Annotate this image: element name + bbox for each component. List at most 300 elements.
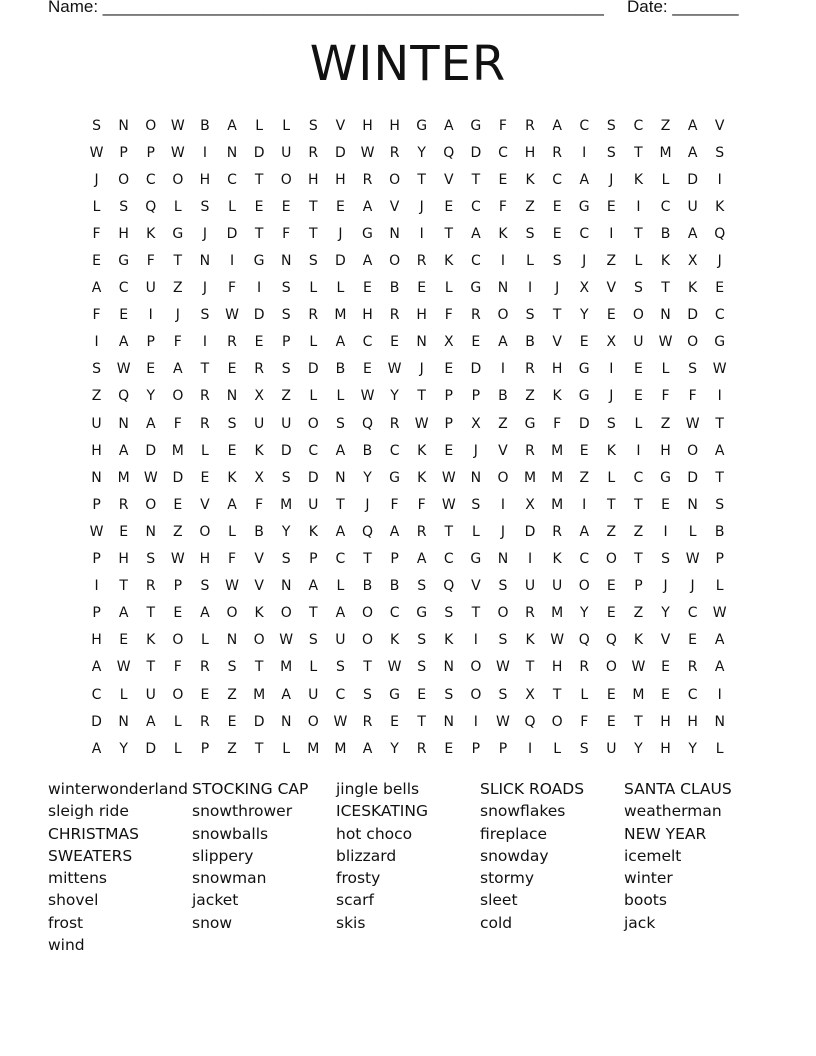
grid-letter: L xyxy=(173,713,182,730)
grid-letter: H xyxy=(118,225,129,242)
grid-letter: L xyxy=(309,334,318,351)
grid-letter: L xyxy=(173,198,182,215)
word-list-item: SWEATERS xyxy=(48,846,133,865)
grid-letter: J xyxy=(94,171,99,188)
grid-letter: S xyxy=(606,117,616,134)
grid-letter: S xyxy=(444,686,454,703)
grid-letter: N xyxy=(226,632,238,649)
grid-letter: T xyxy=(146,605,156,622)
grid-letter: W xyxy=(116,659,131,676)
grid-letter: Z xyxy=(173,523,183,540)
grid-letter: J xyxy=(175,307,180,324)
grid-letter: T xyxy=(417,388,426,405)
grid-letter: V xyxy=(335,117,346,134)
grid-letter: K xyxy=(633,171,644,188)
grid-letter: E xyxy=(444,198,454,215)
grid-letter: S xyxy=(606,144,616,161)
grid-letter: K xyxy=(227,469,237,486)
grid-letter: A xyxy=(335,442,346,459)
grid-letter: M xyxy=(632,686,645,703)
grid-letter: H xyxy=(335,171,346,188)
grid-letter: W xyxy=(414,415,429,432)
grid-letter: K xyxy=(552,551,562,568)
grid-letter: R xyxy=(389,307,400,324)
grid-letter: L xyxy=(201,632,209,649)
grid-letter: X xyxy=(525,686,535,703)
grid-letter: L xyxy=(553,740,562,757)
grid-letter: N xyxy=(280,578,292,595)
grid-letter: P xyxy=(119,144,128,161)
grid-letter: E xyxy=(552,198,562,215)
grid-letter: S xyxy=(579,740,589,757)
grid-letter: S xyxy=(227,415,237,432)
word-list-item: SLICK ROADS xyxy=(480,780,585,798)
grid-letter: R xyxy=(389,144,400,161)
grid-letter: Y xyxy=(661,605,670,622)
grid-letter: F xyxy=(92,307,101,324)
grid-letter: O xyxy=(605,659,617,676)
grid-letter: S xyxy=(146,551,156,568)
grid-letter: I xyxy=(94,334,99,351)
grid-letter: T xyxy=(254,171,264,188)
grid-letter: S xyxy=(498,578,508,595)
grid-letter: E xyxy=(444,740,454,757)
grid-letter: O xyxy=(172,171,184,188)
grid-letter: E xyxy=(444,442,454,459)
grid-letter: O xyxy=(389,171,401,188)
grid-letter: T xyxy=(146,659,156,676)
grid-letter: T xyxy=(715,415,724,432)
word-list-item: skis xyxy=(336,913,366,932)
grid-letter: B xyxy=(714,523,725,540)
grid-letter: Y xyxy=(390,740,399,757)
grid-letter: P xyxy=(281,334,291,351)
grid-letter: J xyxy=(690,578,695,595)
grid-letter: K xyxy=(688,280,698,297)
grid-letter: L xyxy=(119,686,128,703)
grid-letter: S xyxy=(444,605,454,622)
grid-letter: N xyxy=(389,225,400,242)
grid-letter: C xyxy=(633,469,644,486)
grid-letter: L xyxy=(282,740,291,757)
word-list-item: stormy xyxy=(480,869,535,888)
grid-letter: R xyxy=(200,415,210,432)
grid-letter: W xyxy=(496,713,510,730)
grid-letter: O xyxy=(578,578,590,595)
grid-letter: T xyxy=(254,225,264,242)
grid-letter: C xyxy=(308,442,319,459)
grid-letter: C xyxy=(498,144,508,161)
grid-letter: T xyxy=(661,280,670,297)
grid-letter: L xyxy=(634,253,643,270)
grid-letter: S xyxy=(363,686,372,703)
grid-letter: W xyxy=(116,361,131,378)
grid-letter: Q xyxy=(145,198,157,215)
grid-letter: B xyxy=(660,225,671,242)
grid-letter: E xyxy=(606,307,616,324)
grid-letter: J xyxy=(500,523,506,540)
grid-letter: W xyxy=(170,117,185,134)
grid-letter: W xyxy=(225,578,239,595)
grid-letter: S xyxy=(281,307,291,324)
grid-letter: P xyxy=(309,551,318,568)
grid-letter: O xyxy=(280,605,292,622)
grid-letter: L xyxy=(715,578,724,595)
word-list-item: NEW YEAR xyxy=(624,824,707,843)
grid-letter: B xyxy=(362,442,373,459)
grid-letter: E xyxy=(200,686,210,703)
grid-letter: I xyxy=(500,253,506,270)
grid-letter: P xyxy=(146,334,155,351)
grid-letter: G xyxy=(416,605,428,622)
grid-letter: A xyxy=(335,334,346,351)
grid-letter: I xyxy=(94,578,99,595)
grid-letter: W xyxy=(387,361,402,378)
grid-letter: T xyxy=(336,496,345,513)
grid-letter: A xyxy=(714,442,725,459)
grid-letter: Z xyxy=(498,415,508,432)
grid-letter: R xyxy=(200,713,210,730)
grid-letter: C xyxy=(362,334,373,351)
grid-letter: Q xyxy=(524,713,536,730)
grid-letter: L xyxy=(634,415,643,432)
word-list-item: CHRISTMAS xyxy=(48,824,139,843)
grid-letter: H xyxy=(199,551,211,568)
grid-letter: I xyxy=(527,551,533,568)
grid-letter: G xyxy=(470,551,482,568)
grid-letter: F xyxy=(444,307,453,324)
grid-letter: Z xyxy=(633,605,644,622)
grid-letter: A xyxy=(281,686,291,703)
grid-letter: V xyxy=(254,578,264,595)
grid-letter: D xyxy=(280,442,292,459)
grid-letter: Y xyxy=(579,605,589,622)
grid-letter: U xyxy=(253,415,265,432)
grid-letter: E xyxy=(579,442,589,459)
grid-letter: J xyxy=(555,280,560,297)
grid-letter: Q xyxy=(578,632,590,649)
grid-letter: G xyxy=(524,415,536,432)
grid-letter: F xyxy=(227,280,237,297)
grid-letter: B xyxy=(389,578,400,595)
grid-letter: L xyxy=(309,280,318,297)
grid-letter: M xyxy=(253,686,266,703)
grid-letter: H xyxy=(551,659,563,676)
grid-letter: M xyxy=(551,442,564,459)
grid-letter: U xyxy=(281,415,292,432)
grid-letter: P xyxy=(173,578,183,595)
grid-letter: T xyxy=(363,659,372,676)
grid-letter: A xyxy=(118,605,129,622)
grid-letter: N xyxy=(443,659,454,676)
word-list-item: cold xyxy=(480,913,513,932)
grid-letter: L xyxy=(336,578,345,595)
grid-letter: N xyxy=(91,469,102,486)
grid-letter: E xyxy=(552,225,562,242)
grid-letter: X xyxy=(471,415,481,432)
grid-letter: V xyxy=(443,171,454,188)
grid-letter: I xyxy=(717,388,722,405)
grid-letter: R xyxy=(308,307,319,324)
grid-letter: N xyxy=(226,388,238,405)
grid-letter: E xyxy=(363,361,372,378)
grid-letter: H xyxy=(91,632,102,649)
header xyxy=(48,0,748,21)
grid-letter: U xyxy=(91,415,102,432)
grid-letter: F xyxy=(173,415,182,432)
grid-letter: M xyxy=(280,496,293,513)
grid-letter: J xyxy=(609,388,614,405)
grid-letter: O xyxy=(118,171,130,188)
word-list-item: shovel xyxy=(48,891,99,910)
grid-letter: H xyxy=(308,171,319,188)
grid-letter: M xyxy=(334,740,347,757)
grid-letter: T xyxy=(552,686,562,703)
grid-letter: V xyxy=(254,551,264,568)
grid-letter: T xyxy=(552,307,562,324)
grid-letter: G xyxy=(578,388,590,405)
grid-letter: T xyxy=(607,496,616,513)
grid-letter: A xyxy=(91,659,102,676)
grid-letter: C xyxy=(227,171,237,188)
grid-letter: O xyxy=(632,307,644,324)
grid-letter: T xyxy=(634,144,643,161)
grid-letter: K xyxy=(254,442,264,459)
grid-letter: K xyxy=(417,469,427,486)
grid-letter: E xyxy=(227,442,237,459)
grid-letter: S xyxy=(281,469,291,486)
grid-letter: E xyxy=(119,632,129,649)
grid-letter: A xyxy=(227,496,237,513)
grid-letter: J xyxy=(582,253,587,270)
grid-letter: I xyxy=(527,740,533,757)
grid-letter: A xyxy=(687,144,698,161)
grid-letter: G xyxy=(172,225,184,242)
grid-letter: L xyxy=(309,659,318,676)
grid-letter: R xyxy=(389,415,400,432)
grid-letter: L xyxy=(92,198,101,215)
grid-letter: V xyxy=(200,496,210,513)
grid-letter: T xyxy=(634,496,643,513)
grid-letter: C xyxy=(579,225,590,242)
grid-letter: E xyxy=(254,198,264,215)
grid-letter: R xyxy=(118,496,129,513)
grid-letter: Z xyxy=(606,523,617,540)
grid-letter: W xyxy=(170,144,185,161)
grid-letter: P xyxy=(390,551,399,568)
grid-letter: P xyxy=(92,496,101,513)
grid-letter: Z xyxy=(525,388,535,405)
grid-letter: C xyxy=(552,171,563,188)
grid-letter: S xyxy=(471,496,481,513)
grid-letter: G xyxy=(470,280,482,297)
grid-letter: H xyxy=(416,307,427,324)
grid-letter: M xyxy=(117,469,130,486)
grid-letter: W xyxy=(387,659,402,676)
grid-letter: I xyxy=(582,144,587,161)
grid-letter: Z xyxy=(227,740,237,757)
word-list-item: SANTA CLAUS xyxy=(624,780,732,798)
grid-letter: D xyxy=(470,361,482,378)
grid-letter: A xyxy=(227,117,237,134)
grid-letter: W xyxy=(89,144,104,161)
grid-letter: G xyxy=(253,253,265,270)
grid-letter: W xyxy=(89,523,104,540)
grid-letter: L xyxy=(173,740,182,757)
grid-letter: T xyxy=(173,253,183,270)
grid-letter: H xyxy=(687,713,698,730)
grid-letter: W xyxy=(685,551,700,568)
grid-letter: E xyxy=(606,605,616,622)
grid-letter: O xyxy=(470,659,482,676)
grid-letter: G xyxy=(389,469,400,486)
grid-letter: H xyxy=(389,117,400,134)
grid-letter: W xyxy=(496,659,510,676)
grid-letter: E xyxy=(390,334,399,351)
grid-letter: I xyxy=(717,171,722,188)
grid-letter: U xyxy=(145,280,156,297)
grid-letter: K xyxy=(715,198,725,215)
grid-letter: H xyxy=(551,361,563,378)
grid-letter: D xyxy=(470,144,482,161)
word-list-item: jacket xyxy=(192,891,239,910)
grid-letter: Z xyxy=(660,117,671,134)
grid-letter: K xyxy=(525,171,535,188)
grid-letter: Y xyxy=(281,523,291,540)
grid-letter: X xyxy=(254,388,264,405)
grid-letter: D xyxy=(335,253,346,270)
grid-letter: D xyxy=(524,523,536,540)
name-field-label: Name: _____________________________________________________ xyxy=(48,0,604,16)
grid-letter: N xyxy=(416,334,427,351)
grid-letter: O xyxy=(605,551,617,568)
word-list-item: jack xyxy=(624,913,656,932)
grid-letter: U xyxy=(308,686,319,703)
grid-letter: A xyxy=(687,117,698,134)
grid-letter: E xyxy=(471,334,481,351)
grid-letter: E xyxy=(417,686,427,703)
grid-letter: P xyxy=(146,144,155,161)
grid-letter: Y xyxy=(579,307,589,324)
grid-letter: M xyxy=(334,307,347,324)
grid-letter: F xyxy=(498,117,507,134)
word-list-item: STOCKING CAP xyxy=(192,780,309,798)
grid-letter: R xyxy=(416,253,427,270)
grid-letter: A xyxy=(145,415,156,432)
grid-letter: A xyxy=(579,171,590,188)
grid-letter: E xyxy=(606,713,616,730)
grid-letter: Q xyxy=(605,632,617,649)
grid-letter: K xyxy=(417,442,427,459)
grid-letter: A xyxy=(91,280,102,297)
grid-letter: L xyxy=(336,388,345,405)
grid-letter: K xyxy=(389,632,400,649)
grid-letter: A xyxy=(579,523,590,540)
grid-letter: N xyxy=(443,713,454,730)
grid-letter: R xyxy=(687,659,698,676)
word-list-item: boots xyxy=(624,891,667,910)
grid-letter: A xyxy=(498,334,508,351)
grid-letter: I xyxy=(609,361,614,378)
grid-letter: D xyxy=(335,144,346,161)
grid-letter: E xyxy=(335,198,345,215)
grid-letter: T xyxy=(525,659,535,676)
grid-letter: D xyxy=(253,144,265,161)
grid-letter: R xyxy=(227,334,237,351)
grid-letter: W xyxy=(658,334,673,351)
grid-letter: U xyxy=(524,578,536,595)
grid-letter: U xyxy=(606,740,617,757)
word-list-item: fireplace xyxy=(480,824,548,843)
grid-letter: G xyxy=(362,225,373,242)
grid-letter: I xyxy=(257,280,262,297)
grid-letter: A xyxy=(308,578,319,595)
grid-letter: A xyxy=(335,523,346,540)
grid-letter: W xyxy=(550,632,565,649)
grid-letter: P xyxy=(715,551,724,568)
grid-letter: W xyxy=(441,496,456,513)
grid-letter: T xyxy=(309,198,318,215)
grid-letter: H xyxy=(660,713,671,730)
word-list-item: hot choco xyxy=(336,824,413,843)
word-list-item: slippery xyxy=(192,846,254,865)
grid-letter: V xyxy=(660,632,671,649)
grid-letter: G xyxy=(416,117,428,134)
grid-letter: S xyxy=(715,144,725,161)
grid-letter: L xyxy=(282,117,291,134)
grid-letter: Z xyxy=(606,253,617,270)
grid-letter: S xyxy=(281,551,291,568)
grid-letter: C xyxy=(687,605,698,622)
grid-letter: D xyxy=(145,442,157,459)
grid-letter: C xyxy=(470,253,481,270)
grid-letter: K xyxy=(444,632,454,649)
grid-letter: O xyxy=(172,632,184,649)
grid-letter: S xyxy=(661,551,670,568)
grid-letter: S xyxy=(525,225,535,242)
grid-letter: T xyxy=(200,361,210,378)
grid-letter: E xyxy=(715,280,725,297)
grid-letter: K xyxy=(146,225,156,242)
grid-letter: J xyxy=(419,198,424,215)
grid-letter: S xyxy=(119,198,129,215)
grid-letter: U xyxy=(335,632,346,649)
grid-letter: X xyxy=(254,469,264,486)
grid-letter: Q xyxy=(361,523,373,540)
grid-letter: Q xyxy=(118,388,130,405)
grid-letter: L xyxy=(309,388,318,405)
grid-letter: O xyxy=(497,469,509,486)
grid-letter: Y xyxy=(417,144,426,161)
grid-letter: L xyxy=(228,523,236,540)
grid-letter: D xyxy=(145,740,157,757)
grid-letter: N xyxy=(118,713,129,730)
grid-letter: F xyxy=(498,198,507,215)
grid-letter: D xyxy=(687,469,698,486)
grid-letter: O xyxy=(551,713,563,730)
grid-letter: B xyxy=(498,388,508,405)
grid-letter: C xyxy=(118,280,129,297)
grid-letter: O xyxy=(199,523,211,540)
grid-letter: E xyxy=(146,361,156,378)
grid-letter: N xyxy=(714,713,725,730)
grid-letter: T xyxy=(363,551,372,568)
grid-letter: X xyxy=(606,334,617,351)
grid-letter: L xyxy=(580,686,589,703)
grid-letter: P xyxy=(471,388,481,405)
grid-letter: C xyxy=(660,198,671,215)
grid-letter: U xyxy=(145,686,156,703)
